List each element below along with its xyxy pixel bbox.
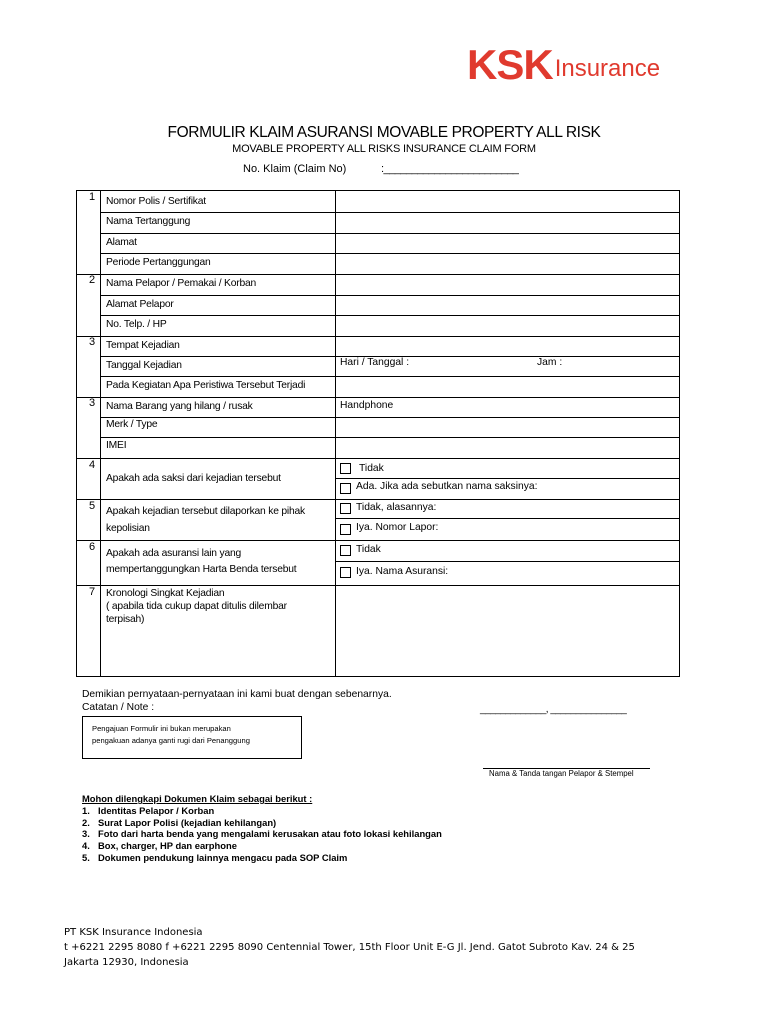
police-no-option: Tidak, alasannya: bbox=[356, 502, 437, 513]
row-divider bbox=[335, 561, 680, 562]
phone-label: No. Telp. / HP bbox=[106, 319, 167, 330]
section-number: 3 bbox=[88, 336, 96, 348]
document-item: 1. Identitas Pelapor / Korban bbox=[82, 804, 215, 816]
row-divider bbox=[335, 518, 680, 519]
witness-no-option: Tidak bbox=[359, 463, 384, 474]
other-insurance-question-line1: Apakah ada asuransi lain yang bbox=[106, 548, 242, 559]
witness-no-checkbox[interactable] bbox=[340, 463, 351, 474]
witness-yes-checkbox[interactable] bbox=[340, 483, 351, 494]
section-number: 2 bbox=[88, 274, 96, 286]
document-item: 3. Foto dari harta benda yang mengalami kerusakan atau foto lokasi kehilangan bbox=[82, 828, 442, 840]
lost-item-value: Handphone bbox=[340, 400, 394, 411]
row-divider bbox=[100, 212, 680, 213]
reporter-address-label: Alamat Pelapor bbox=[106, 299, 174, 310]
police-yes-option: Iya. Nomor Lapor: bbox=[356, 522, 439, 533]
claim-no-field[interactable]: :________________________ bbox=[381, 163, 519, 175]
document-item: 4. Box, charger, HP dan earphone bbox=[82, 840, 237, 852]
company-contact: t +6221 2295 8080 f +6221 2295 8090 Centennial Tower, 15th Floor Unit E-G Jl. Jend. Gatot Subroto Kav. 24 & 25 bbox=[64, 942, 635, 953]
brand-type-label: Merk / Type bbox=[106, 419, 158, 430]
claim-no-label: No. Klaim (Claim No) bbox=[243, 163, 347, 175]
section-divider bbox=[76, 274, 680, 275]
company-footer bbox=[64, 925, 635, 970]
section-divider bbox=[76, 397, 680, 398]
form-subtitle: MOVABLE PROPERTY ALL RISKS INSURANCE CLAIM FORM bbox=[232, 143, 536, 155]
incident-place-label: Tempat Kejadian bbox=[106, 340, 180, 351]
row-divider bbox=[100, 315, 680, 316]
other-insurance-yes-checkbox[interactable] bbox=[340, 567, 351, 578]
row-divider bbox=[100, 417, 680, 418]
note-box-line1: Pengajuan Formulir ini bukan merupakan bbox=[92, 724, 231, 733]
documents-heading: Mohon dilengkapi Dokumen Klaim sebagai berikut : bbox=[82, 793, 313, 804]
other-insurance-no-option: Tidak bbox=[356, 544, 381, 555]
other-insurance-no-checkbox[interactable] bbox=[340, 545, 351, 556]
section-number: 1 bbox=[88, 191, 96, 203]
place-date-field[interactable]: _____________, _______________ bbox=[480, 704, 627, 715]
note-label: Catatan / Note : bbox=[82, 702, 155, 713]
row-divider bbox=[100, 253, 680, 254]
company-name: PT KSK Insurance Indonesia bbox=[64, 927, 203, 938]
company-city: Jakarta 12930, Indonesia bbox=[64, 957, 189, 968]
police-yes-checkbox[interactable] bbox=[340, 524, 351, 535]
other-insurance-yes-option: Iya. Nama Asuransi: bbox=[356, 566, 449, 577]
form-title: FORMULIR KLAIM ASURANSI MOVABLE PROPERTY ALL RISK bbox=[167, 124, 601, 141]
section-number: 6 bbox=[88, 541, 96, 553]
row-divider bbox=[100, 233, 680, 234]
row-divider bbox=[100, 376, 680, 377]
row-divider bbox=[100, 295, 680, 296]
section-number: 7 bbox=[88, 586, 96, 598]
row-divider bbox=[335, 478, 680, 479]
police-no-checkbox[interactable] bbox=[340, 503, 351, 514]
section-divider bbox=[76, 336, 680, 337]
chronology-field[interactable] bbox=[336, 586, 679, 676]
other-insurance-question-line2: mempertanggungkan Harta Benda tersebut bbox=[106, 564, 297, 575]
witness-question: Apakah ada saksi dari kejadian tersebut bbox=[106, 473, 281, 484]
required-documents bbox=[82, 793, 442, 864]
document-item: 2. Surat Lapor Polisi (kejadian kehilangan) bbox=[82, 816, 277, 828]
imei-label: IMEI bbox=[106, 440, 127, 451]
ksk-insurance-logo bbox=[467, 42, 660, 87]
number-column-divider bbox=[100, 190, 101, 677]
section-number: 5 bbox=[88, 500, 96, 512]
coverage-period-label: Periode Pertanggungan bbox=[106, 257, 211, 268]
section-number: 4 bbox=[88, 459, 96, 471]
lost-item-label: Nama Barang yang hilang / rusak bbox=[106, 401, 253, 412]
police-report-question-line1: Apakah kejadian tersebut dilaporkan ke pihak bbox=[106, 506, 305, 517]
insured-name-label: Nama Tertanggung bbox=[106, 216, 191, 227]
section-divider bbox=[76, 458, 680, 459]
reporter-name-label: Nama Pelapor / Pemakai / Korban bbox=[106, 278, 257, 289]
policy-number-label: Nomor Polis / Sertifikat bbox=[106, 196, 206, 207]
section-divider bbox=[76, 499, 680, 500]
day-date-field[interactable]: Hari / Tanggal : bbox=[340, 357, 410, 368]
chronology-label-line1: Kronologi Singkat Kejadian bbox=[106, 588, 225, 599]
address-label: Alamat bbox=[106, 237, 137, 248]
police-report-question-line2: kepolisian bbox=[106, 523, 150, 534]
time-field[interactable]: Jam : bbox=[537, 357, 563, 368]
declaration-text: Demikian pernyataan-pernyataan ini kami buat dengan sebenarnya. bbox=[82, 689, 392, 700]
section-divider bbox=[76, 540, 680, 541]
logo-main-text: KSK bbox=[467, 41, 553, 88]
logo-sub-text: Insurance bbox=[554, 55, 661, 82]
chronology-label-line3: terpisah) bbox=[106, 614, 145, 625]
witness-yes-option: Ada. Jika ada sebutkan nama saksinya: bbox=[356, 481, 538, 492]
chronology-label-line2: ( apabila tida cukup dapat ditulis dilembar bbox=[106, 601, 287, 612]
row-divider bbox=[100, 437, 680, 438]
note-box bbox=[82, 716, 302, 759]
document-item: 5. Dokumen pendukung lainnya mengacu pada SOP Claim bbox=[82, 851, 348, 863]
signature-caption: Nama & Tanda tangan Pelapor & Stempel bbox=[489, 769, 634, 778]
incident-activity-label: Pada Kegiatan Apa Peristiwa Tersebut Terjadi bbox=[106, 380, 306, 391]
incident-date-label: Tanggal Kejadian bbox=[106, 360, 182, 371]
note-box-line2: pengakuan adanya ganti rugi dari Penanggung bbox=[92, 736, 250, 745]
section-number: 3 bbox=[88, 397, 96, 409]
